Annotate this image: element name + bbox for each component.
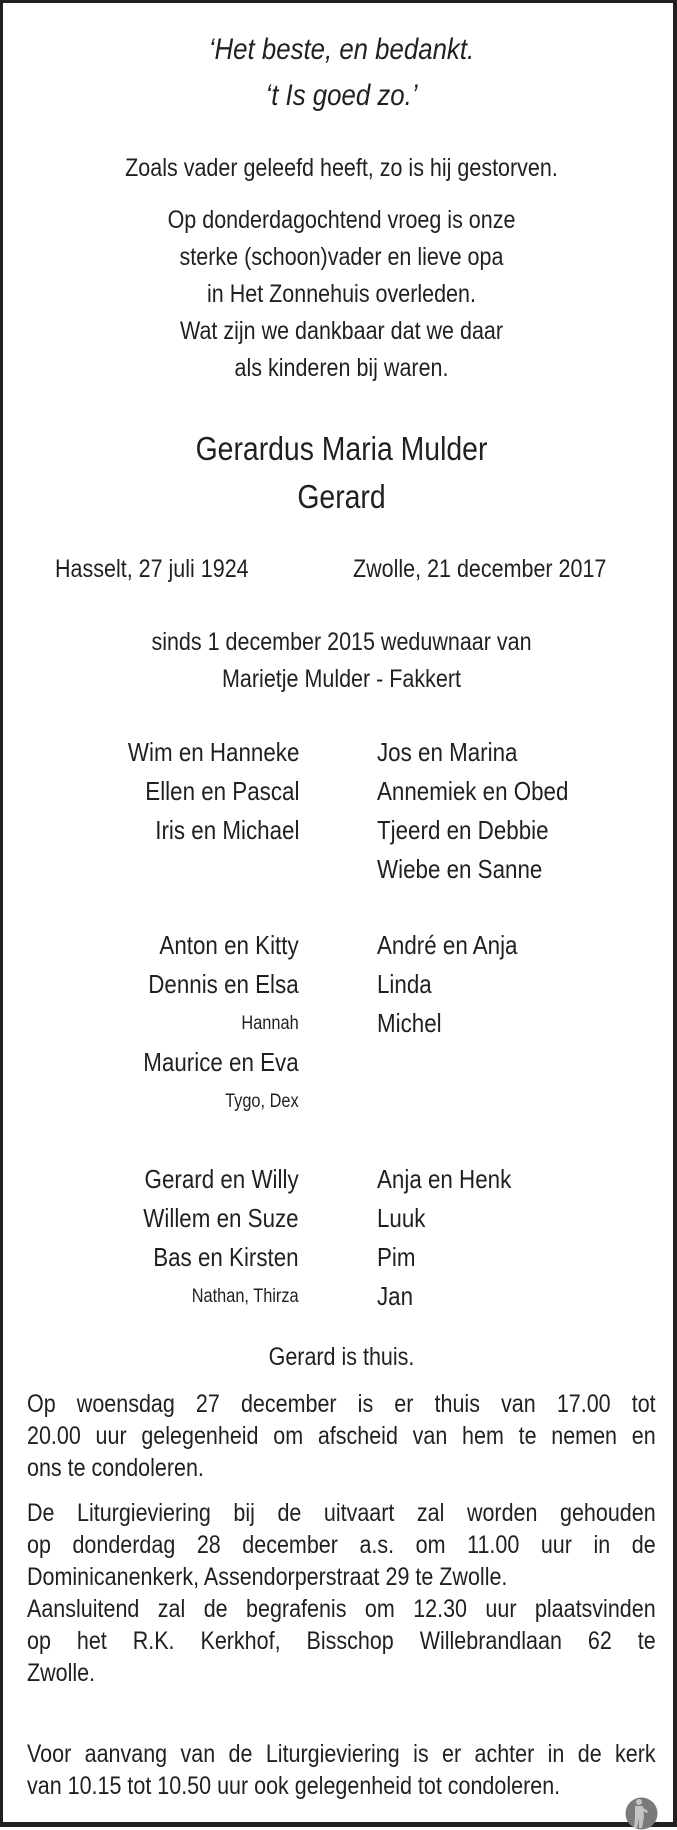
- memorial-figure-logo-icon: [625, 1797, 658, 1830]
- family-member: Annemiek en Obed: [377, 776, 569, 806]
- family-group-1-right: [377, 733, 568, 889]
- family-member: Wim en Hanneke: [127, 737, 299, 767]
- family-group-3-left: [144, 1160, 299, 1316]
- widower-line-1: sinds 1 december 2015 weduwnaar van: [151, 628, 532, 656]
- paragraph-line: Op woensdag 27 december is er thuis van 17.00 tot: [27, 1390, 656, 1418]
- family-member: Anton en Kitty: [159, 930, 299, 960]
- family-member: Dennis en Elsa: [148, 969, 299, 999]
- family-group-2-right: [377, 926, 517, 1043]
- paragraph-line: Zwolle.: [27, 1659, 96, 1687]
- motto-line-1: ‘Het beste, en bedankt.: [208, 33, 475, 66]
- family-member: Pim: [377, 1242, 416, 1272]
- grandchild-name: Hannah: [241, 1013, 299, 1034]
- family-member: Bas en Kirsten: [153, 1242, 299, 1272]
- birth-date: Hasselt, 27 juli 1924: [55, 555, 249, 583]
- paragraph-line: Voor aanvang van de Liturgieviering is er achter in de kerk: [27, 1740, 656, 1768]
- announcement-line: sterke (schoon)vader en lieve opa: [179, 243, 504, 271]
- death-date: Zwolle, 21 december 2017: [353, 555, 607, 583]
- family-member: Maurice en Eva: [143, 1047, 299, 1077]
- family-member: Michel: [377, 1008, 442, 1038]
- family-group-1-left: [127, 733, 299, 850]
- family-group-3-right: [377, 1160, 511, 1316]
- paragraph-line: Dominicanenkerk, Assendorperstraat 29 te Zwolle.: [27, 1563, 508, 1591]
- paragraph-line: 20.00 uur gelegenheid om afscheid van hem te nemen en: [27, 1422, 656, 1450]
- family-member: Gerard en Willy: [144, 1164, 299, 1194]
- home-note: Gerard is thuis.: [268, 1343, 415, 1371]
- family-member: André en Anja: [377, 930, 518, 960]
- grandchild-name: Nathan, Thirza: [192, 1286, 299, 1307]
- family-member: Anja en Henk: [377, 1164, 512, 1194]
- intro-text: Zoals vader geleefd heeft, zo is hij gestorven.: [125, 154, 558, 182]
- family-member: Ellen en Pascal: [144, 776, 299, 806]
- announcement-line: Op donderdagochtend vroeg is onze: [167, 206, 516, 234]
- family-member: Iris en Michael: [154, 815, 299, 845]
- paragraph-line: De Liturgieviering bij de uitvaart zal worden gehouden: [27, 1499, 656, 1527]
- widower-line-2: Marietje Mulder - Fakkert: [222, 665, 461, 693]
- grandchild-name: Tygo, Dex: [225, 1091, 299, 1112]
- announcement-line: in Het Zonnehuis overleden.: [207, 280, 476, 308]
- family-group-2-left: [144, 926, 299, 1121]
- family-member: Wiebe en Sanne: [377, 854, 543, 884]
- announcement-line: Wat zijn we dankbaar dat we daar: [179, 317, 504, 345]
- visitation-paragraph: [27, 1388, 656, 1484]
- condolence-paragraph: [27, 1738, 656, 1802]
- announcement-line: als kinderen bij waren.: [234, 354, 449, 382]
- paragraph-line: Aansluitend zal de begrafenis om 12.30 uur plaatsvinden: [27, 1595, 656, 1623]
- family-member: Linda: [377, 969, 432, 999]
- family-member: Tjeerd en Debbie: [377, 815, 549, 845]
- paragraph-line: op het R.K. Kerkhof, Bisschop Willebrandlaan 62 te: [27, 1627, 656, 1655]
- deceased-full-name: Gerardus Maria Mulder: [195, 430, 488, 467]
- deceased-nickname: Gerard: [297, 478, 386, 515]
- family-member: Jan: [377, 1281, 414, 1311]
- paragraph-line: van 10.15 tot 10.50 uur ook gelegenheid tot condoleren.: [27, 1772, 561, 1800]
- motto-line-2: ‘t Is goed zo.’: [265, 79, 418, 112]
- family-member: Luuk: [377, 1203, 426, 1233]
- family-member: Jos en Marina: [377, 737, 518, 767]
- funeral-service-paragraph: [27, 1497, 656, 1689]
- paragraph-line: ons te condoleren.: [27, 1454, 204, 1482]
- family-member: Willem en Suze: [143, 1203, 299, 1233]
- paragraph-line: op donderdag 28 december a.s. om 11.00 uur in de: [27, 1531, 656, 1559]
